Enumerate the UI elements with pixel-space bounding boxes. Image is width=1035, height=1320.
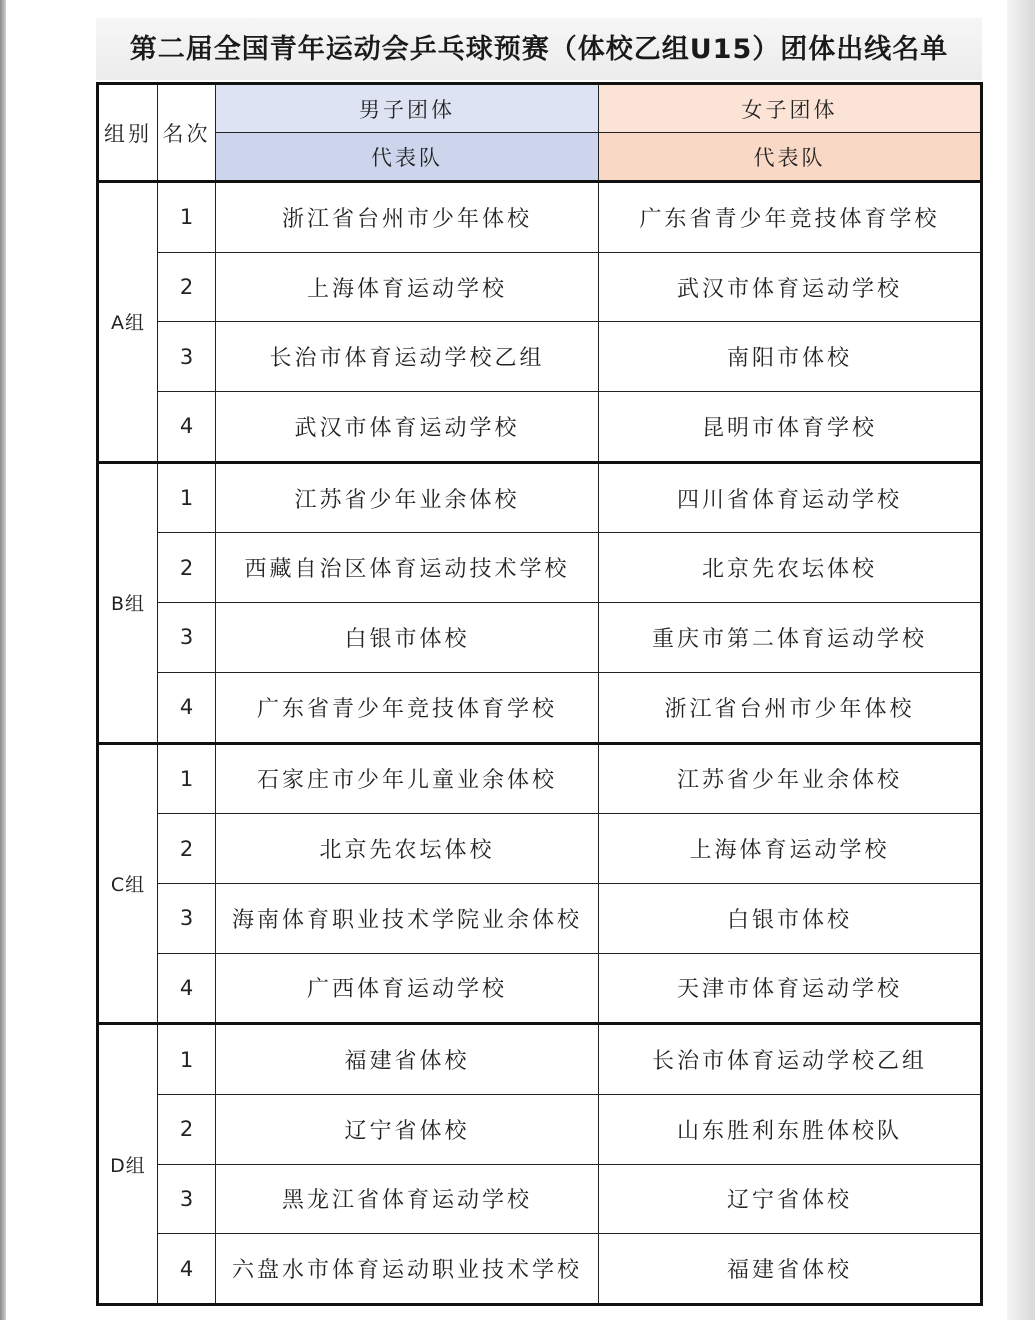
rank-cell: 4 <box>158 1234 216 1305</box>
men-team-cell: 六盘水市体育运动职业技术学校 <box>216 1234 599 1305</box>
women-team-cell: 上海体育运动学校 <box>599 814 982 884</box>
women-team-subheader: 代表队 <box>599 133 982 182</box>
women-team-cell: 山东胜利东胜体校队 <box>599 1094 982 1164</box>
rank-cell: 4 <box>158 392 216 463</box>
group-name-cell: D组 <box>98 1024 158 1305</box>
women-team-cell: 广东省青少年竞技体育学校 <box>599 182 982 253</box>
women-team-cell: 福建省体校 <box>599 1234 982 1305</box>
women-team-header: 女子团体 <box>599 84 982 133</box>
rank-cell: 3 <box>158 883 216 953</box>
men-team-cell: 江苏省少年业余体校 <box>216 462 599 533</box>
women-team-cell: 重庆市第二体育运动学校 <box>599 603 982 673</box>
rank-cell: 1 <box>158 1024 216 1095</box>
women-team-cell: 白银市体校 <box>599 883 982 953</box>
men-team-cell: 北京先农坛体校 <box>216 814 599 884</box>
men-team-cell: 长治市体育运动学校乙组 <box>216 322 599 392</box>
rank-cell: 3 <box>158 1164 216 1234</box>
men-team-cell: 广东省青少年竞技体育学校 <box>216 672 599 743</box>
table-row <box>98 1094 982 1164</box>
table-row <box>98 182 982 253</box>
table-row <box>98 672 982 743</box>
men-team-header: 男子团体 <box>216 84 599 133</box>
table-row <box>98 883 982 953</box>
women-team-cell: 浙江省台州市少年体校 <box>599 672 982 743</box>
women-team-cell: 昆明市体育学校 <box>599 392 982 463</box>
table-row <box>98 392 982 463</box>
men-team-cell: 上海体育运动学校 <box>216 252 599 322</box>
table-row <box>98 814 982 884</box>
men-team-cell: 浙江省台州市少年体校 <box>216 182 599 253</box>
rank-cell: 2 <box>158 533 216 603</box>
women-team-cell: 辽宁省体校 <box>599 1164 982 1234</box>
group-name-cell: B组 <box>98 462 158 743</box>
rank-cell: 4 <box>158 953 216 1024</box>
table-row <box>98 462 982 533</box>
document-title: 第二届全国青年运动会乒乓球预赛（体校乙组U15）团体出线名单 <box>129 34 949 65</box>
rank-cell: 2 <box>158 814 216 884</box>
group-name-cell: A组 <box>98 182 158 463</box>
men-team-cell: 黑龙江省体育运动学校 <box>216 1164 599 1234</box>
table-row <box>98 1234 982 1305</box>
rank-cell: 3 <box>158 322 216 392</box>
roster-table <box>96 82 983 1306</box>
men-team-cell: 辽宁省体校 <box>216 1094 599 1164</box>
table-row <box>98 743 982 814</box>
table-row <box>98 1024 982 1095</box>
page-edge-left <box>0 0 6 1320</box>
group-name-cell: C组 <box>98 743 158 1024</box>
rank-cell: 3 <box>158 603 216 673</box>
table-row <box>98 1164 982 1234</box>
men-team-subheader: 代表队 <box>216 133 599 182</box>
rank-cell: 1 <box>158 743 216 814</box>
rank-cell: 4 <box>158 672 216 743</box>
table-row <box>98 252 982 322</box>
table-row <box>98 603 982 673</box>
men-team-cell: 福建省体校 <box>216 1024 599 1095</box>
roster-body <box>98 182 982 1305</box>
rank-cell: 1 <box>158 462 216 533</box>
rank-cell: 2 <box>158 1094 216 1164</box>
men-team-cell: 石家庄市少年儿童业余体校 <box>216 743 599 814</box>
women-team-cell: 南阳市体校 <box>599 322 982 392</box>
group-column-header: 组别 <box>98 84 158 182</box>
women-team-cell: 四川省体育运动学校 <box>599 462 982 533</box>
women-team-cell: 北京先农坛体校 <box>599 533 982 603</box>
rank-cell: 2 <box>158 252 216 322</box>
men-team-cell: 西藏自治区体育运动技术学校 <box>216 533 599 603</box>
women-team-cell: 长治市体育运动学校乙组 <box>599 1024 982 1095</box>
table-row <box>98 533 982 603</box>
men-team-cell: 武汉市体育运动学校 <box>216 392 599 463</box>
men-team-cell: 海南体育职业技术学院业余体校 <box>216 883 599 953</box>
men-team-cell: 白银市体校 <box>216 603 599 673</box>
men-team-cell: 广西体育运动学校 <box>216 953 599 1024</box>
women-team-cell: 武汉市体育运动学校 <box>599 252 982 322</box>
table-row <box>98 953 982 1024</box>
rank-column-header: 名次 <box>158 84 216 182</box>
women-team-cell: 江苏省少年业余体校 <box>599 743 982 814</box>
women-team-cell: 天津市体育运动学校 <box>599 953 982 1024</box>
table-row <box>98 322 982 392</box>
rank-cell: 1 <box>158 182 216 253</box>
page-edge-right <box>1007 0 1035 1320</box>
